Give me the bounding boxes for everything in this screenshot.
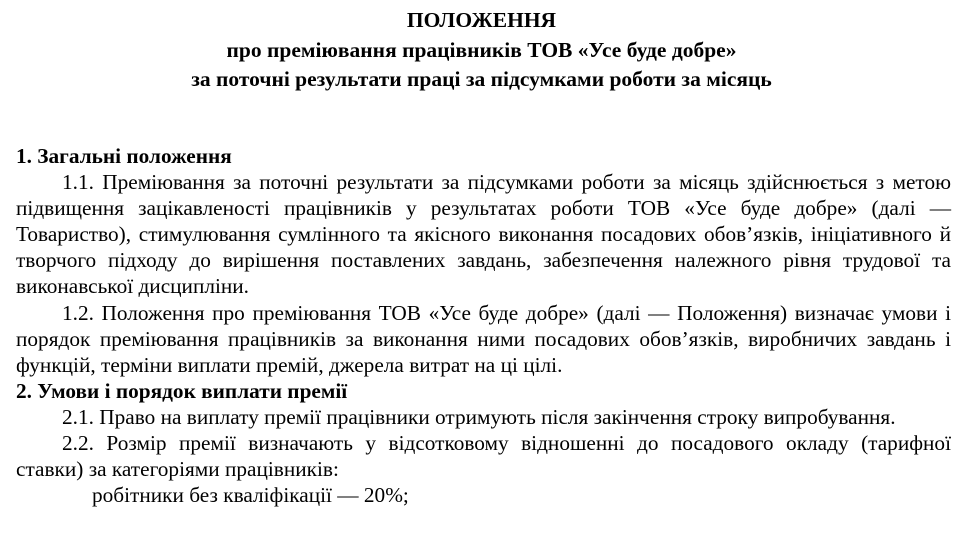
- document-subtitle-line-2: за поточні результати праці за підсумками роботи за місяць: [191, 67, 772, 91]
- document-subtitle-line-1: про преміювання працівників ТОВ «Усе буде добре»: [226, 37, 737, 62]
- list-item-unskilled-workers: робітники без кваліфікації — 20%;: [92, 483, 409, 508]
- paragraph-1-2: 1.2. Положення про преміювання ТОВ «Усе буде добре» (далі — Положення) визначає умови і порядок преміювання працівників за виконання ними посадових обов’язків, виробничих завдань і функцій, терміни виплати премій, джерела витрат на ці цілі.: [16, 300, 951, 377]
- section-heading-1: 1. Загальні положення: [16, 144, 232, 168]
- document-title: ПОЛОЖЕННЯ: [406, 8, 557, 32]
- section-heading-2: 2. Умови і порядок виплати премії: [16, 378, 348, 403]
- paragraph-2-1: 2.1. Право на виплату премії працівники отримують після закінчення строку випробування.: [62, 404, 896, 429]
- document-title-block: [0, 6, 963, 95]
- document-body: [16, 143, 951, 508]
- paragraph-2-2: 2.2. Розмір премії визначають у відсотковому відношенні до посадового окладу (тарифної ставки) за категоріями працівників:: [16, 431, 951, 482]
- paragraph-1-1: 1.1. Преміювання за поточні результати за підсумками роботи за місяць здійснюється з метою підвищення зацікавленості працівників у результатах роботи ТОВ «Усе буде добре» (далі — Товариство), стимулювання сумлінного та якісного виконання посадових обов’язків, ініціативного й творчого підходу до вирішення поставлених завдань, забезпечення належного рівня трудової та виконавської дисципліни.: [16, 170, 951, 299]
